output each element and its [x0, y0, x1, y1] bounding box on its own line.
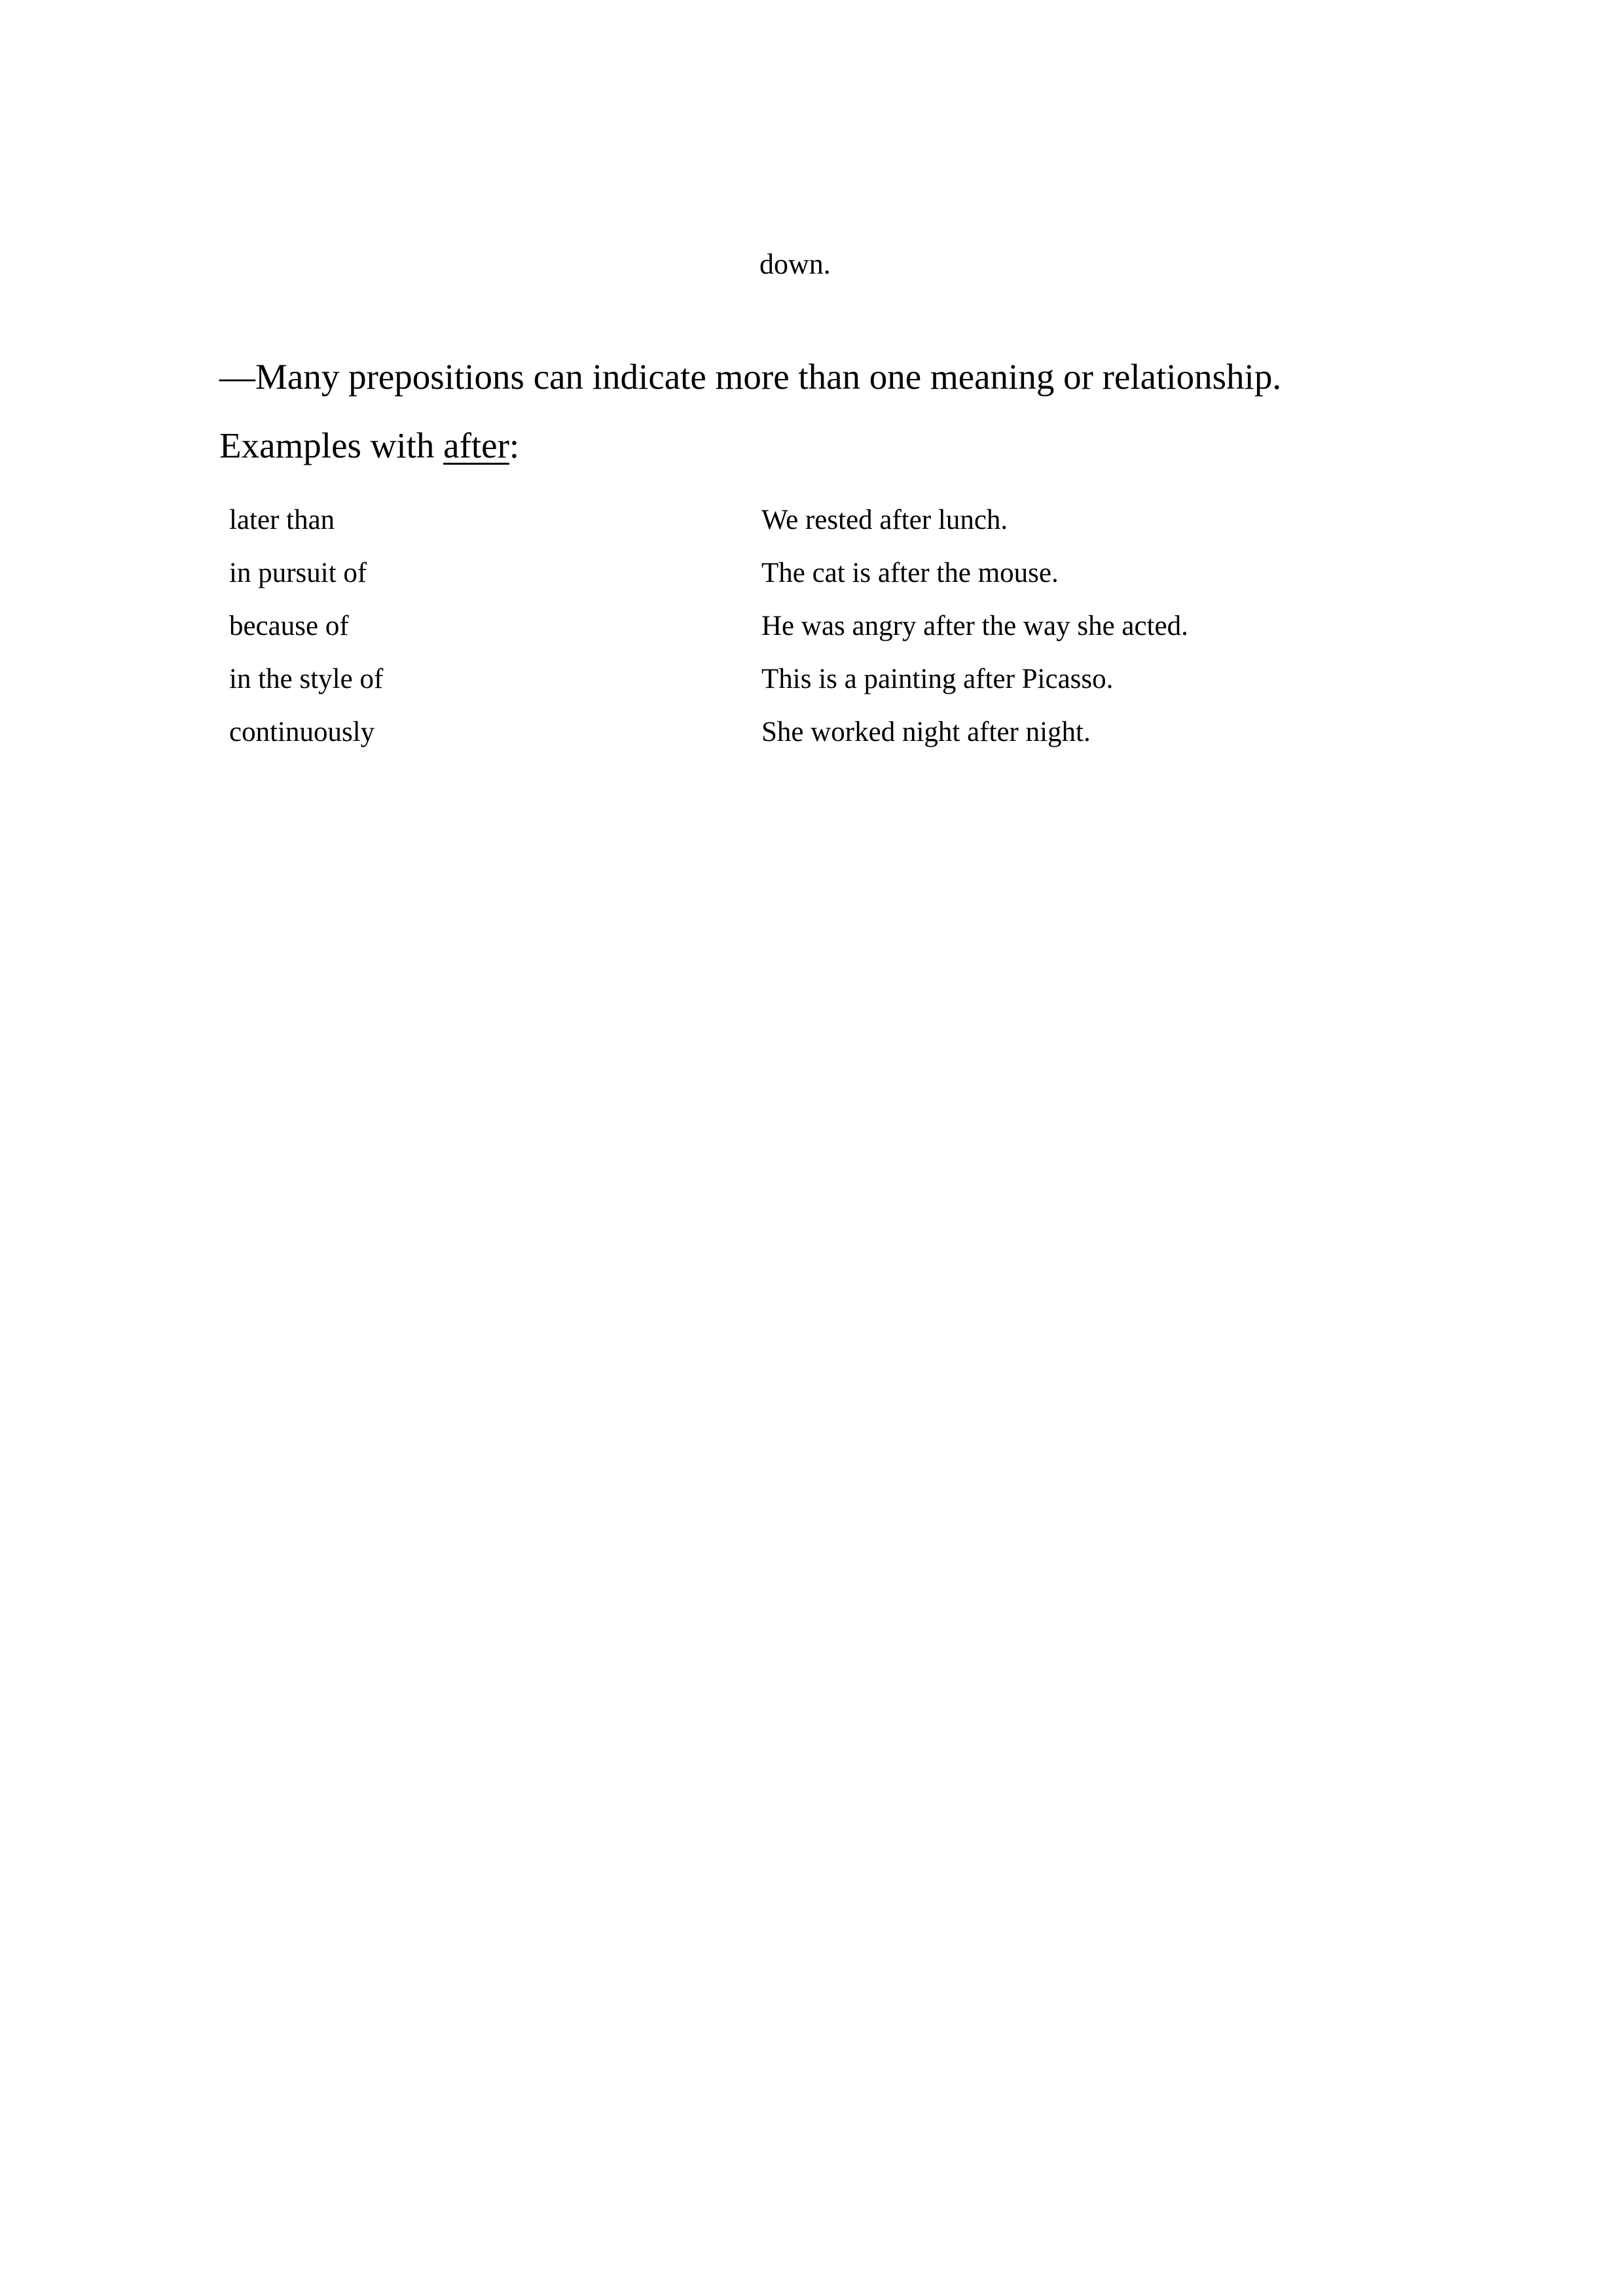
example-sentence: He was angry after the way she acted.	[761, 611, 1188, 641]
example-meaning: in pursuit of	[229, 558, 367, 588]
table-row	[229, 501, 1473, 554]
examples-intro-word: after	[443, 425, 509, 465]
table-row	[229, 660, 1473, 713]
example-meaning: continuously	[229, 717, 375, 747]
examples-intro-prefix: Examples with	[219, 425, 444, 465]
table-row	[229, 713, 1473, 766]
examples-intro-suffix: :	[509, 425, 520, 465]
example-meaning: in the style of	[229, 664, 384, 694]
note-paragraph: —Many prepositions can indicate more than one meaning or relationship.	[219, 357, 1282, 397]
example-meaning: because of	[229, 611, 349, 641]
example-sentence: The cat is after the mouse.	[761, 558, 1059, 588]
table-row	[229, 607, 1473, 660]
examples-table	[229, 501, 1473, 766]
example-sentence: This is a painting after Picasso.	[761, 664, 1114, 694]
continuation-text: down.	[759, 248, 831, 280]
example-meaning: later than	[229, 505, 335, 535]
example-sentence: She worked night after night.	[761, 717, 1091, 747]
examples-intro	[219, 422, 519, 469]
table-row	[229, 554, 1473, 607]
example-sentence: We rested after lunch.	[761, 505, 1008, 535]
